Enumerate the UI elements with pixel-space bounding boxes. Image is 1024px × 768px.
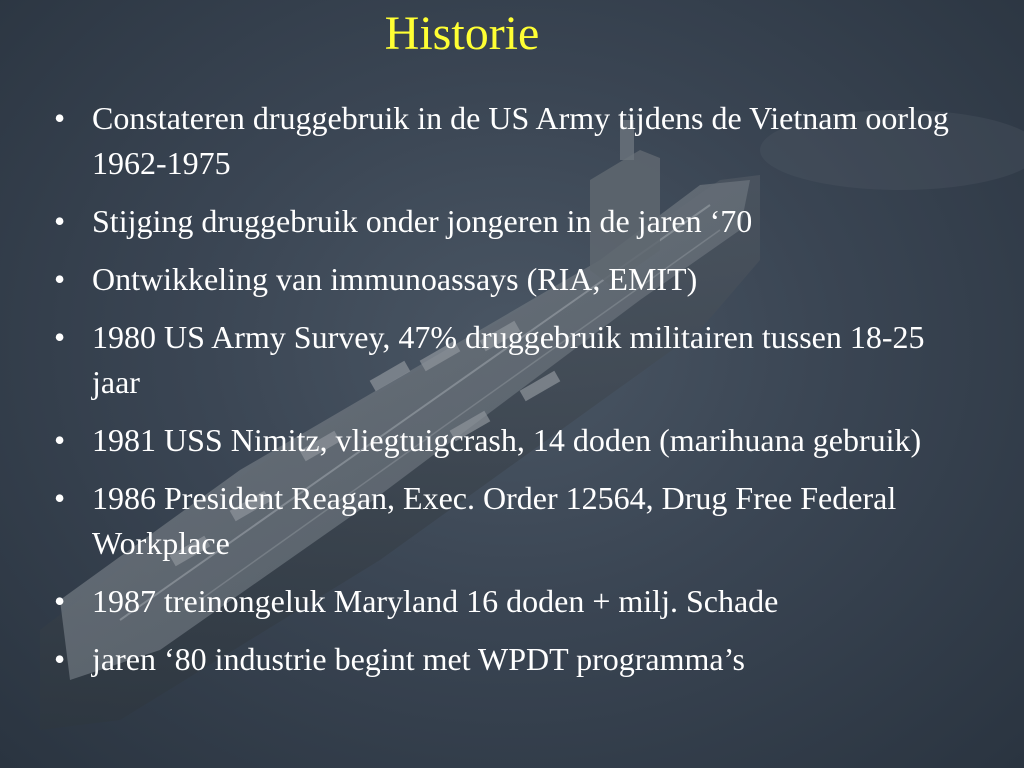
slide-title: Historie (384, 7, 540, 60)
bullet-icon: • (54, 583, 66, 619)
bullet-list (54, 96, 974, 695)
bullet-icon: • (54, 100, 66, 136)
bullet-icon: • (54, 203, 66, 239)
bullet-item (54, 418, 974, 463)
bullet-icon: • (54, 319, 66, 355)
bullet-text: 1986 President Reagan, Exec. Order 12564, Drug Free Federal Workplace (92, 480, 897, 561)
bullet-item (54, 579, 974, 624)
bullet-icon: • (54, 641, 66, 677)
bullet-text: Constateren druggebruik in de US Army tijdens de Vietnam oorlog 1962-1975 (92, 100, 949, 181)
bullet-item (54, 96, 974, 186)
bullet-item (54, 257, 974, 302)
bullet-item (54, 199, 974, 244)
bullet-text: 1981 USS Nimitz, vliegtuigcrash, 14 doden (marihuana gebruik) (92, 422, 922, 458)
bullet-item (54, 315, 974, 405)
bullet-icon: • (54, 261, 66, 297)
bullet-text: 1987 treinongeluk Maryland 16 doden + milj. Schade (92, 583, 779, 619)
bullet-icon: • (54, 422, 66, 458)
bullet-text: 1980 US Army Survey, 47% druggebruik militairen tussen 18-25 jaar (92, 319, 925, 400)
bullet-item (54, 637, 974, 682)
bullet-item (54, 476, 974, 566)
bullet-text: Stijging druggebruik onder jongeren in de jaren ‘70 (92, 203, 753, 239)
bullet-icon: • (54, 480, 66, 516)
bullet-text: Ontwikkeling van immunoassays (RIA, EMIT) (92, 261, 698, 297)
bullet-text: jaren ‘80 industrie begint met WPDT programma’s (92, 641, 745, 677)
